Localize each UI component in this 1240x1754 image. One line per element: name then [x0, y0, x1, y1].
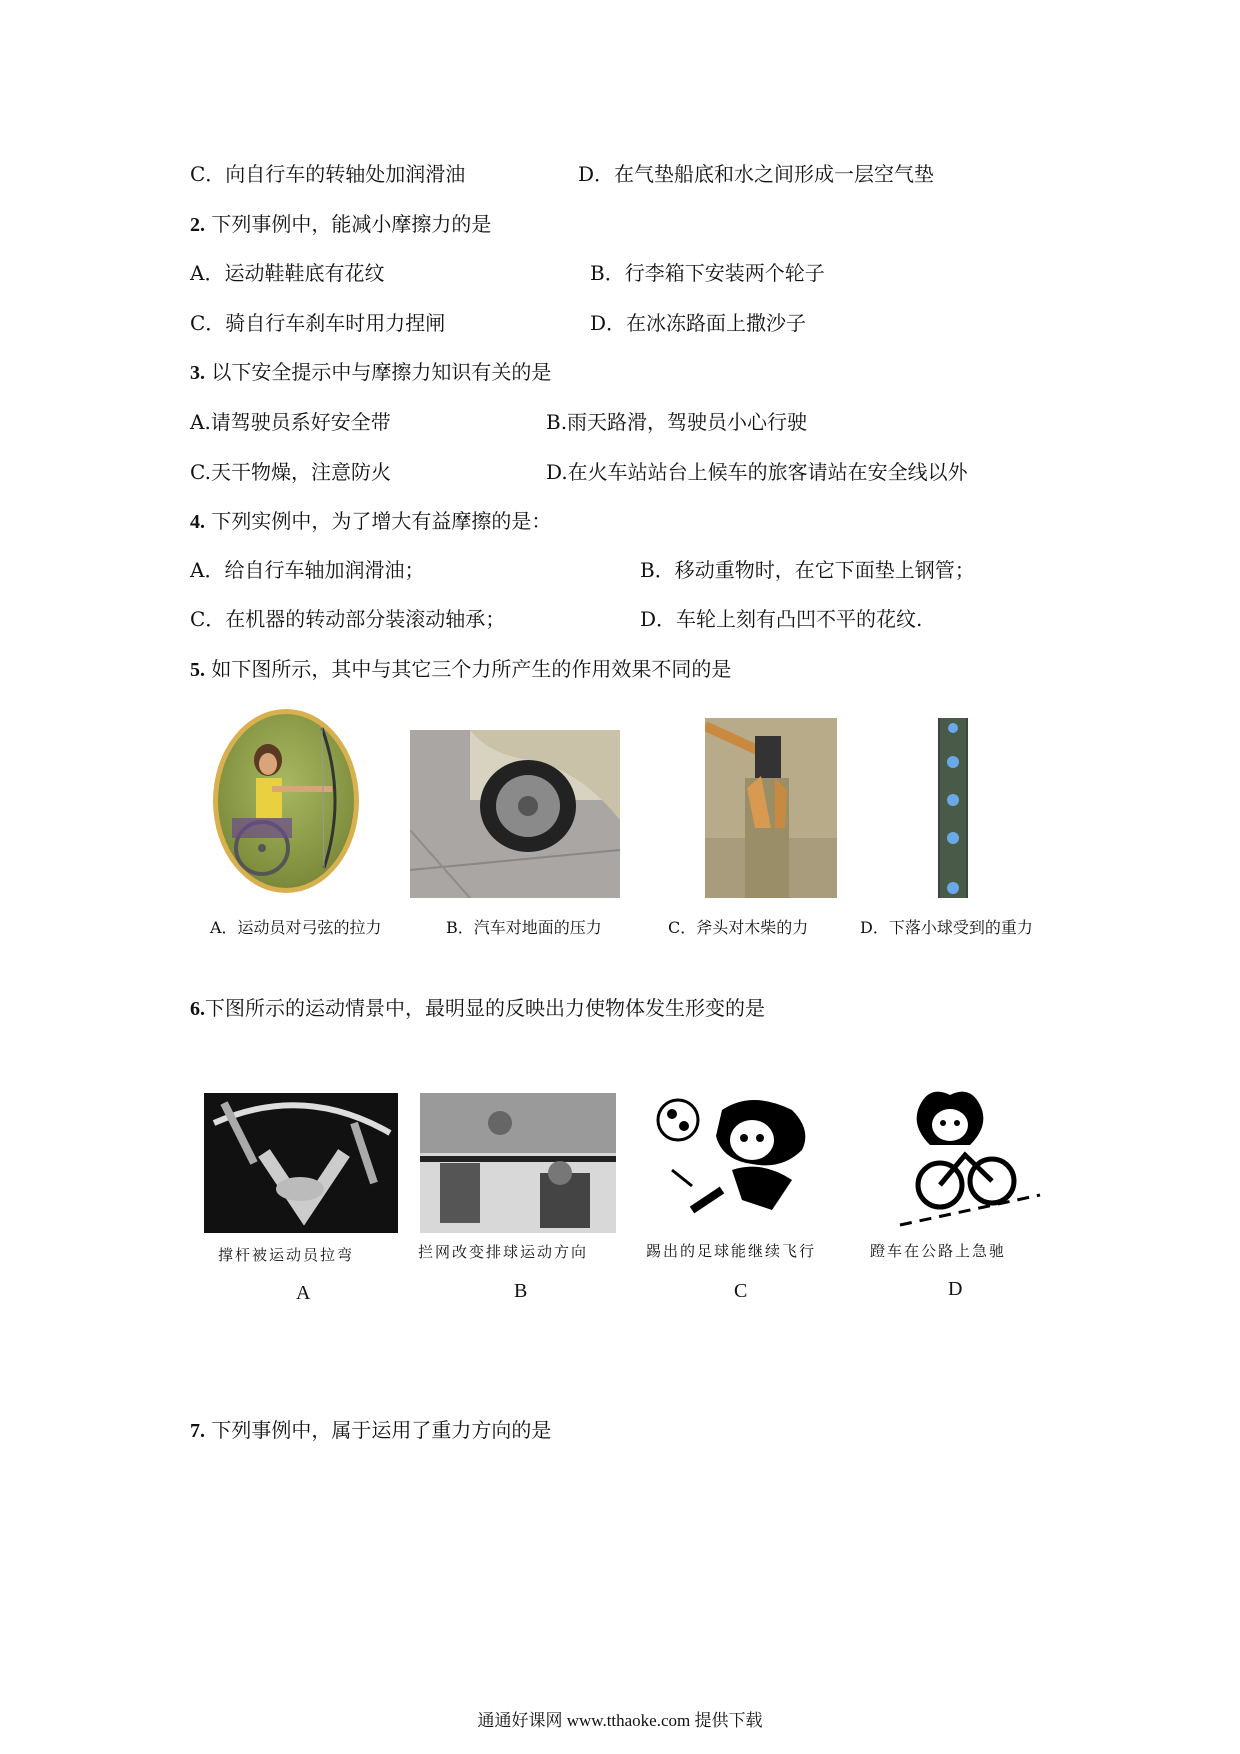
q4-option-c: C．在机器的转动部分装滚动轴承； [190, 607, 506, 631]
q2-stem-text: 下列事例中，能减小摩擦力的是 [211, 212, 492, 236]
q4-option-a: A．给自行车轴加润滑油； [190, 558, 425, 582]
volleyball-block-photo-icon [420, 1093, 616, 1233]
q6-caption-c: 踢出的足球能继续飞行 [646, 1242, 817, 1260]
q7-stem [190, 1418, 551, 1443]
q3-option-b: B.雨天路滑，驾驶员小心行驶 [546, 410, 808, 434]
q5-caption-d: D．下落小球受到的重力 [860, 918, 1033, 937]
q5-caption-a: A．运动员对弓弦的拉力 [210, 918, 382, 937]
q7-number: 7. [190, 1420, 205, 1442]
q5-stem-text: 如下图所示，其中与其它三个力所产生的作用效果不同的是 [211, 657, 732, 681]
q2-option-b: B．行李箱下安装两个轮子 [590, 261, 825, 285]
q6-stem [190, 996, 765, 1021]
q2-stem [190, 212, 491, 237]
q6-letter-d: D [948, 1278, 963, 1300]
q4-number: 4. [190, 511, 205, 533]
cyclist-mascot-icon [880, 1085, 1050, 1233]
pole-vault-photo-icon [204, 1093, 398, 1233]
q6-caption-d: 蹬车在公路上急驰 [870, 1242, 1007, 1260]
falling-ball-photo-icon [938, 718, 968, 898]
q3-stem-text: 以下安全提示中与摩擦力知识有关的是 [211, 360, 552, 384]
q5-caption-b: B．汽车对地面的压力 [446, 918, 602, 937]
q3-option-a: A.请驾驶员系好安全带 [190, 410, 391, 434]
axe-wood-photo-icon [705, 718, 837, 898]
q6-stem-text: 下图所示的运动情景中，最明显的反映出力使物体发生形变的是 [205, 996, 765, 1020]
q6-number: 6. [190, 998, 205, 1020]
archer-photo-icon [212, 708, 360, 894]
q5-caption-c: C．斧头对木柴的力 [668, 918, 809, 937]
q3-stem [190, 360, 551, 385]
q1-option-c: C．向自行车的转轴处加润滑油 [190, 162, 466, 186]
q6-letter-c: C [734, 1280, 748, 1302]
q2-option-d: D．在冰冻路面上撒沙子 [590, 311, 807, 335]
q6-letter-b: B [514, 1280, 528, 1302]
q7-stem-text: 下列事例中，属于运用了重力方向的是 [211, 1418, 552, 1442]
q6-caption-a: 撑杆被运动员拉弯 [218, 1246, 355, 1264]
q5-stem [190, 657, 731, 682]
q4-option-d: D．车轮上刻有凸凹不平的花纹. [640, 607, 923, 631]
q2-option-a: A．运动鞋鞋底有花纹 [190, 261, 385, 285]
q3-number: 3. [190, 362, 205, 384]
q4-option-b: B．移动重物时，在它下面垫上钢管； [640, 558, 975, 582]
football-mascot-icon [652, 1090, 822, 1230]
q1-option-d: D．在气垫船底和水之间形成一层空气垫 [578, 162, 935, 186]
q2-option-c: C．骑自行车刹车时用力捏闸 [190, 311, 446, 335]
q4-stem [190, 509, 551, 534]
q4-stem-text: 下列实例中，为了增大有益摩擦的是： [211, 509, 552, 533]
q2-number: 2. [190, 214, 205, 236]
q6-caption-b: 拦网改变排球运动方向 [418, 1243, 589, 1261]
q3-option-d: D.在火车站站台上候车的旅客请站在安全线以外 [546, 460, 968, 484]
q6-letter-a: A [296, 1282, 311, 1304]
page-footer: 通通好课网 www.tthaoke.com 提供下载 [477, 1711, 763, 1730]
car-wheel-photo-icon [410, 730, 620, 898]
q3-option-c: C.天干物燥，注意防火 [190, 460, 391, 484]
q5-number: 5. [190, 659, 205, 681]
